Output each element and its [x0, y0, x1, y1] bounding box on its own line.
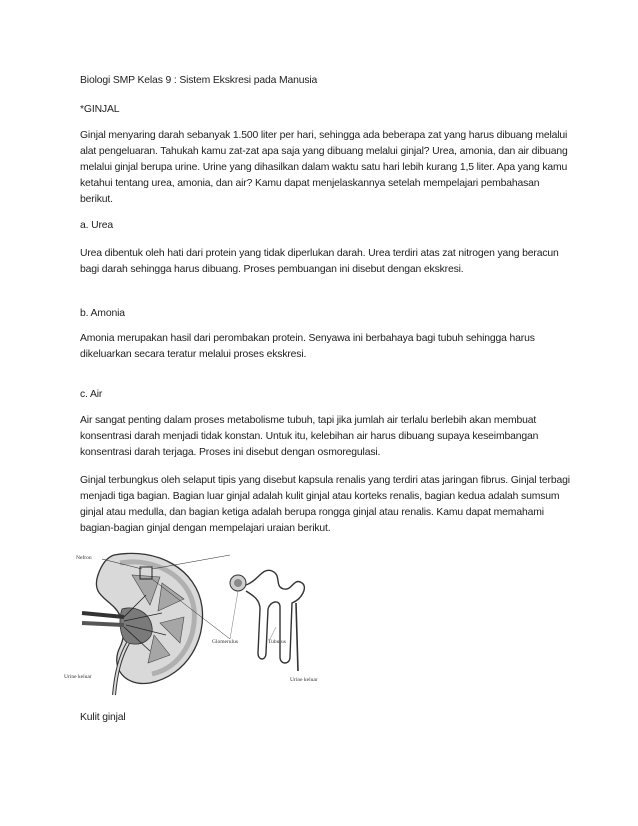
amonia-paragraph: Amonia merupakan hasil dari perombakan protein. Senyawa ini berbahaya bagi tubuh sehingga harus dikeluarkan secara teratur melalui proses ekskresi.: [80, 333, 535, 360]
air-paragraph: Air sangat penting dalam proses metabolisme tubuh, tapi jika jumlah air terlalu berlebih akan membuat konsentrasi darah menjadi tidak konstan. Untuk itu, kelebihan air harus dibuang supaya keseimbangan konsentrasi darah terjaga. Proses ini disebut dengan osmoregulasi.: [80, 415, 539, 458]
doc-title: Biologi SMP Kelas 9 : Sistem Ekskresi pada Manusia: [80, 75, 318, 86]
section-heading: *GINJAL: [80, 104, 120, 115]
urea-paragraph: Urea dibentuk oleh hati dari protein yang tidak diperlukan darah. Urea terdiri atas zat nitrogen yang beracun bagi darah sehingga harus dibuang. Proses pembuangan ini disebut dengan ekskresi.: [80, 248, 559, 275]
structure-paragraph: Ginjal terbungkus oleh selaput tipis yang disebut kapsula renalis yang terdiri atas jaringan fibrus. Ginjal terbagi menjadi tiga bagian. Bagian luar ginjal adalah kulit ginjal atau korteks renalis, bagian kedua adalah sumsum ginjal atau medulla, dan bagian ketiga adalah berupa rongga ginjal atau renalis. Kamu dapat memahami bagian-bagian ginjal dengan mempelajari uraian berikut.: [80, 475, 570, 534]
label-glomerulus: Glomerulus: [212, 639, 238, 645]
kulit-ginjal-heading: Kulit ginjal: [80, 712, 126, 723]
urea-heading: a. Urea: [80, 220, 114, 231]
label-urine-keluar-right: Urine keluar: [290, 677, 318, 683]
air-heading: c. Air: [80, 389, 103, 400]
label-urine-keluar-left: Urine keluar: [64, 674, 92, 680]
label-tubulus: Tubulus: [268, 639, 286, 645]
intro-paragraph: Ginjal menyaring darah sebanyak 1.500 liter per hari, sehingga ada beberapa zat yang harus dibuang melalui alat pengeluaran. Tahukah kamu zat-zat apa saja yang dibuang melalui ginjal? Urea, amonia, dan air dibuang melalui ginjal berupa urine. Urine yang dihasilkan dalam waktu satu hari lebih kurang 1,5 liter. Apa yang kamu ketahui tentang urea, amonia, dan air? Kamu dapat menjelaskannya setelah mempelajari pembahasan berikut.: [80, 130, 568, 205]
kidney-diagram-icon: [62, 547, 352, 697]
label-nefron: Nefron: [76, 555, 92, 561]
amonia-heading: b. Amonia: [80, 308, 125, 319]
